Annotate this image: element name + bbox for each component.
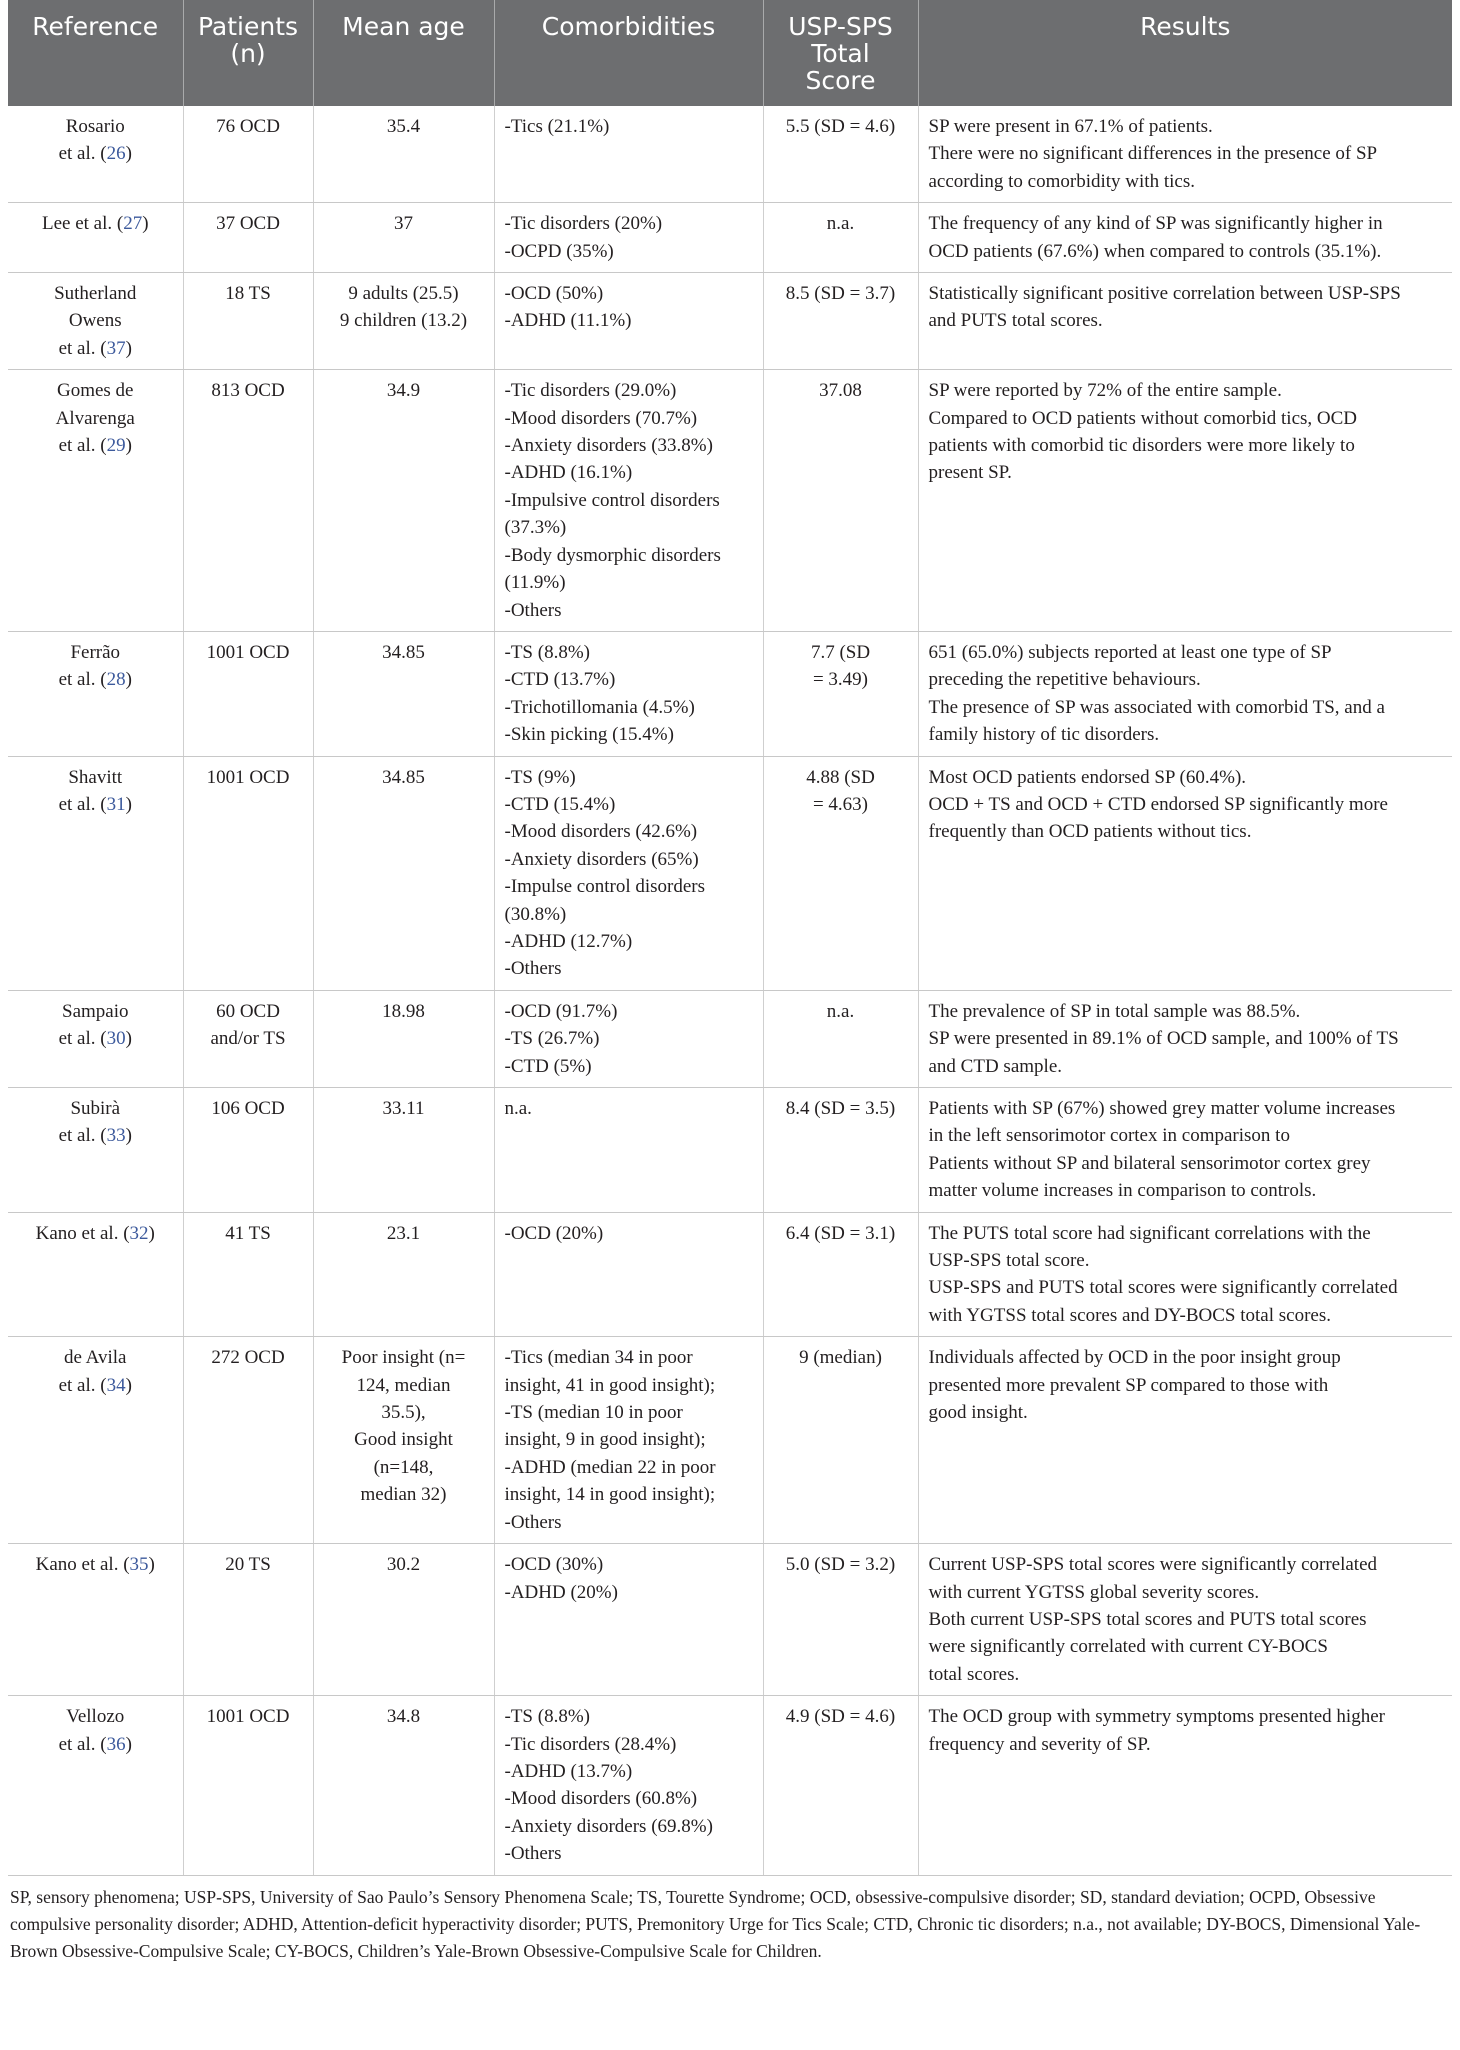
cell-line: -Others — [504, 958, 562, 980]
cell-line: -Others — [504, 1511, 562, 1533]
cell-score — [763, 273, 918, 370]
cell-line: insight, 14 in good insight); — [504, 1484, 716, 1506]
cell-results — [918, 631, 1452, 756]
cell-line: Patients with SP (67%) showed grey matter volume increases — [928, 1098, 1396, 1119]
header-comorbidities — [494, 0, 763, 106]
cell-line: 106 OCD — [211, 1098, 285, 1119]
cell-line: insight, 41 in good insight); — [504, 1374, 716, 1396]
reference-text: Kano et al. — [35, 1554, 124, 1576]
header-text: (n) — [230, 39, 266, 68]
cell-comorbidities — [494, 370, 763, 632]
cell-line: -CTD (5%) — [504, 1055, 592, 1077]
cell-score — [763, 106, 918, 203]
reference-text: et al. — [58, 143, 101, 165]
cell-line: 35.5), — [381, 1402, 426, 1424]
table-row — [8, 1337, 1452, 1544]
cell-line: 5.0 (SD = 3.2) — [785, 1554, 896, 1576]
cell-line: -Others — [504, 1843, 562, 1865]
reference-text: Subirà — [70, 1098, 121, 1119]
cell-line: et al. (28) — [58, 669, 132, 691]
cell-line: There were no significant differences in the presence of SP — [928, 143, 1378, 165]
cell-line: n.a. — [826, 1000, 855, 1022]
cell-line: were significantly correlated with current CY-BOCS — [928, 1636, 1328, 1658]
cell-line: -ADHD (16.1%) — [504, 462, 633, 484]
cell-line: SP were reported by 72% of the entire sample. — [928, 380, 1282, 402]
cell-line: -Tic disorders (29.0%) — [504, 380, 677, 402]
cell-line — [18, 377, 173, 404]
cell-patients — [183, 273, 313, 370]
cell-line: -TS (9%) — [504, 766, 576, 788]
cell-mean-age — [313, 1696, 494, 1875]
cell-score — [763, 1696, 918, 1875]
cell-line: -Trichotillomania (4.5%) — [504, 696, 695, 718]
citation-link[interactable]: 26 — [106, 143, 126, 165]
cell-line: frequency and severity of SP. — [928, 1733, 1151, 1755]
cell-patients — [183, 106, 313, 203]
cell-comorbidities — [494, 273, 763, 370]
citation-link[interactable]: 37 — [106, 337, 126, 359]
reference-text: Kano et al. — [35, 1222, 124, 1244]
cell-mean-age — [313, 990, 494, 1087]
citation-link[interactable]: 30 — [106, 1028, 126, 1050]
cell-results — [918, 203, 1452, 273]
citation-link[interactable]: 36 — [106, 1733, 126, 1755]
cell-patients — [183, 1337, 313, 1544]
cell-line: and/or TS — [210, 1028, 286, 1050]
cell-line: Kano et al. (32) — [35, 1222, 155, 1244]
cell-score — [763, 370, 918, 632]
cell-line: 651 (65.0%) subjects reported at least one type of SP — [928, 641, 1332, 663]
table-row — [8, 990, 1452, 1087]
header-text: USP-SPS — [788, 12, 893, 41]
cell-comorbidities — [494, 106, 763, 203]
cell-line: OCD + TS and OCD + CTD endorsed SP significantly more — [928, 793, 1388, 815]
cell-mean-age — [313, 631, 494, 756]
citation-link[interactable]: 32 — [129, 1222, 149, 1244]
header-text: Reference — [32, 12, 159, 41]
cell-line: Most OCD patients endorsed SP (60.4%). — [928, 766, 1247, 788]
cell-reference — [8, 106, 183, 203]
reference-text: et al. — [58, 793, 101, 815]
reference-text: Ferrão — [70, 641, 121, 663]
table-row — [8, 203, 1452, 273]
cell-line: 5.5 (SD = 4.6) — [785, 116, 896, 137]
cell-line: 33.11 — [382, 1098, 425, 1119]
reference-text: et al. — [58, 1733, 101, 1755]
cell-line: The presence of SP was associated with comorbid TS, and a — [928, 696, 1385, 718]
table-row — [8, 756, 1452, 990]
cell-results — [918, 990, 1452, 1087]
cell-line: 1001 OCD — [206, 1706, 290, 1728]
cell-line — [18, 1703, 173, 1730]
cell-line: The PUTS total score had significant correlations with the — [928, 1222, 1371, 1244]
cell-line: 4.9 (SD = 4.6) — [785, 1706, 896, 1728]
cell-line: 60 OCD — [216, 1000, 280, 1022]
cell-mean-age — [313, 1088, 494, 1213]
cell-results — [918, 273, 1452, 370]
cell-line: 34.85 — [382, 766, 425, 788]
cell-line — [18, 1344, 173, 1371]
table-row — [8, 1088, 1452, 1213]
cell-comorbidities — [494, 756, 763, 990]
cell-line: -Others — [504, 599, 562, 621]
cell-line: 9 children (13.2) — [339, 310, 468, 332]
cell-line: -ADHD (median 22 in poor — [504, 1456, 716, 1478]
cell-patients — [183, 203, 313, 273]
reference-text: Sampaio — [62, 1000, 129, 1022]
cell-line: -OCD (20%) — [504, 1222, 604, 1244]
cell-line: et al. (33) — [58, 1125, 132, 1147]
cell-line: insight, 9 in good insight); — [504, 1429, 706, 1451]
reference-text: Sutherland — [54, 283, 137, 305]
cell-reference — [8, 1337, 183, 1544]
cell-line: presented more prevalent SP compared to those with — [928, 1374, 1329, 1396]
cell-line: Patients without SP and bilateral sensorimotor cortex grey — [928, 1152, 1371, 1174]
cell-results — [918, 1544, 1452, 1696]
cell-line: et al. (29) — [58, 435, 132, 457]
cell-comorbidities — [494, 1696, 763, 1875]
cell-results — [918, 106, 1452, 203]
cell-line — [18, 113, 173, 140]
cell-line: Individuals affected by OCD in the poor insight group — [928, 1347, 1341, 1369]
reference-text: Shavitt — [68, 766, 123, 788]
cell-line: Good insight — [354, 1429, 453, 1451]
header-text: Comorbidities — [541, 12, 716, 41]
cell-line: -Tics (median 34 in poor — [504, 1347, 693, 1369]
cell-patients — [183, 1088, 313, 1213]
cell-line: SP were presented in 89.1% of OCD sample, and 100% of TS — [928, 1028, 1399, 1050]
cell-comorbidities — [494, 203, 763, 273]
cell-line — [18, 307, 173, 334]
cell-line: 8.4 (SD = 3.5) — [785, 1098, 896, 1119]
cell-score — [763, 990, 918, 1087]
cell-mean-age — [313, 756, 494, 990]
studies-table — [8, 0, 1452, 1876]
citation-link[interactable]: 33 — [106, 1125, 126, 1147]
cell-line: with current YGTSS global severity scores. — [928, 1581, 1260, 1603]
cell-reference — [8, 1696, 183, 1875]
cell-line: in the left sensorimotor cortex in comparison to — [928, 1125, 1290, 1147]
cell-line: -ADHD (13.7%) — [504, 1760, 633, 1782]
cell-line: -CTD (13.7%) — [504, 669, 616, 691]
cell-line: -Mood disorders (60.8%) — [504, 1788, 698, 1810]
cell-reference — [8, 1544, 183, 1696]
cell-line: n.a. — [504, 1098, 532, 1119]
cell-line: 7.7 (SD — [810, 641, 871, 663]
cell-line: USP-SPS and PUTS total scores were significantly correlated — [928, 1277, 1398, 1299]
cell-line: USP-SPS total score. — [928, 1250, 1090, 1272]
cell-line: -ADHD (12.7%) — [504, 930, 633, 952]
cell-line: and PUTS total scores. — [928, 310, 1103, 332]
cell-mean-age — [313, 106, 494, 203]
cell-line: -ADHD (20%) — [504, 1581, 618, 1603]
cell-line: -TS (median 10 in poor — [504, 1402, 683, 1424]
cell-mean-age — [313, 370, 494, 632]
cell-line: -Tic disorders (28.4%) — [504, 1733, 677, 1755]
cell-line: 37 — [394, 213, 413, 235]
cell-line: -Tics (21.1%) — [504, 116, 610, 137]
cell-line: Both current USP-SPS total scores and PUTS total scores — [928, 1608, 1367, 1630]
cell-line: The OCD group with symmetry symptoms presented higher — [928, 1706, 1385, 1728]
cell-line: 9 (median) — [799, 1347, 882, 1369]
cell-line: (11.9%) — [504, 572, 566, 594]
cell-line: -OCD (50%) — [504, 283, 604, 305]
citation-link[interactable]: 35 — [129, 1554, 149, 1576]
reference-text: et al. — [58, 1028, 101, 1050]
cell-line — [18, 1095, 173, 1122]
cell-score — [763, 1544, 918, 1696]
cell-line: -OCPD (35%) — [504, 240, 614, 262]
cell-comorbidities — [494, 1544, 763, 1696]
cell-reference — [8, 273, 183, 370]
cell-line: 1001 OCD — [206, 766, 290, 788]
citation-link[interactable]: 27 — [123, 213, 143, 235]
table-row — [8, 273, 1452, 370]
cell-line: (37.3%) — [504, 517, 567, 539]
cell-mean-age — [313, 1212, 494, 1337]
cell-mean-age — [313, 203, 494, 273]
cell-line: The frequency of any kind of SP was significantly higher in — [928, 213, 1383, 235]
cell-line: according to comorbidity with tics. — [928, 170, 1195, 192]
citation-link[interactable]: 34 — [106, 1374, 126, 1396]
cell-line: -TS (8.8%) — [504, 1706, 590, 1728]
cell-line: family history of tic disorders. — [928, 724, 1160, 746]
reference-text: Owens — [68, 310, 122, 332]
cell-line: -CTD (15.4%) — [504, 793, 616, 815]
cell-line: 813 OCD — [211, 380, 285, 402]
cell-line — [18, 998, 173, 1025]
cell-line: median 32) — [360, 1484, 447, 1506]
reference-text: Vellozo — [66, 1706, 125, 1728]
cell-line: good insight. — [928, 1402, 1028, 1424]
cell-reference — [8, 203, 183, 273]
cell-line — [18, 405, 173, 432]
cell-results — [918, 1088, 1452, 1213]
table-row — [8, 370, 1452, 632]
cell-patients — [183, 1544, 313, 1696]
cell-mean-age — [313, 1337, 494, 1544]
cell-patients — [183, 370, 313, 632]
cell-mean-age — [313, 1544, 494, 1696]
cell-line: 23.1 — [386, 1222, 421, 1244]
table-row — [8, 106, 1452, 203]
cell-line — [18, 280, 173, 307]
cell-line: Poor insight (n= — [341, 1347, 466, 1369]
reference-text: Alvarenga — [55, 407, 135, 429]
table-row — [8, 1544, 1452, 1696]
cell-line: Lee et al. (27) — [41, 213, 149, 235]
cell-reference — [8, 631, 183, 756]
cell-results — [918, 1696, 1452, 1875]
cell-patients — [183, 1696, 313, 1875]
table-body — [8, 106, 1452, 1875]
cell-line: 1001 OCD — [206, 641, 290, 663]
header-text: Mean age — [342, 12, 465, 41]
cell-line: The prevalence of SP in total sample was 88.5%. — [928, 1000, 1301, 1022]
cell-results — [918, 1337, 1452, 1544]
cell-line: -Impulse control disorders — [504, 876, 706, 898]
reference-text: et al. — [58, 1374, 101, 1396]
cell-score — [763, 631, 918, 756]
cell-line: -Mood disorders (42.6%) — [504, 821, 698, 843]
cell-patients — [183, 1212, 313, 1337]
citation-link[interactable]: 31 — [106, 793, 126, 815]
cell-line: patients with comorbid tic disorders were more likely to — [928, 435, 1355, 457]
cell-line: (n=148, — [373, 1456, 434, 1478]
cell-line: OCD patients (67.6%) when compared to controls (35.1%). — [928, 240, 1382, 262]
cell-reference — [8, 370, 183, 632]
cell-line: -Anxiety disorders (33.8%) — [504, 435, 713, 457]
cell-line: et al. (37) — [58, 337, 132, 359]
cell-line: -Impulsive control disorders — [504, 489, 720, 511]
cell-line: = 3.49) — [812, 669, 869, 691]
cell-line: -OCD (30%) — [504, 1554, 604, 1576]
cell-line: Kano et al. (35) — [35, 1554, 155, 1576]
reference-text: Rosario — [65, 116, 125, 137]
cell-score — [763, 1088, 918, 1213]
cell-score — [763, 1337, 918, 1544]
cell-comorbidities — [494, 990, 763, 1087]
header-text: Total — [811, 39, 870, 68]
cell-line: et al. (31) — [58, 793, 132, 815]
cell-score — [763, 203, 918, 273]
header-results — [918, 0, 1452, 106]
cell-line: matter volume increases in comparison to controls. — [928, 1180, 1317, 1202]
cell-results — [918, 1212, 1452, 1337]
cell-comorbidities — [494, 1088, 763, 1213]
cell-line: 34.85 — [382, 641, 425, 663]
header-patients — [183, 0, 313, 106]
cell-line: et al. (26) — [58, 143, 132, 165]
cell-line: 272 OCD — [211, 1347, 285, 1369]
reference-text: et al. — [58, 669, 101, 691]
cell-line: 18 TS — [225, 283, 271, 305]
cell-line: 35.4 — [386, 116, 421, 137]
cell-line: SP were present in 67.1% of patients. — [928, 116, 1213, 137]
cell-line: 37.08 — [819, 380, 862, 402]
cell-line: 6.4 (SD = 3.1) — [785, 1222, 896, 1244]
cell-score — [763, 756, 918, 990]
reference-text: de Avila — [64, 1347, 127, 1369]
header-row — [8, 0, 1452, 106]
citation-link[interactable]: 28 — [106, 669, 126, 691]
cell-comorbidities — [494, 1337, 763, 1544]
table-row — [8, 631, 1452, 756]
header-mean-age — [313, 0, 494, 106]
cell-line: -Skin picking (15.4%) — [504, 724, 674, 746]
cell-line: 124, median — [356, 1374, 451, 1396]
table-row — [8, 1696, 1452, 1875]
cell-line: et al. (36) — [58, 1733, 132, 1755]
cell-line: 8.5 (SD = 3.7) — [785, 283, 896, 305]
cell-line: 37 OCD — [216, 213, 280, 235]
header-text: Results — [1140, 12, 1231, 41]
header-text: Score — [805, 66, 876, 95]
table-footnote: SP, sensory phenomena; USP-SPS, University of Sao Paulo’s Sensory Phenomena Scale; TS, Tourette Syndrome; OCD, obsessive-compulsive disorder; SD, standard deviation; OCPD, Obsessive compulsive personality disorder; ADHD, Attention-deficit hyperactivity disorder; PUTS, Premonitory Urge for Tics Scale; CTD, Chronic tic disorders; n.a., not available; DY-BOCS, Dimensional Yale-Brown Obsessive-Compulsive Scale; CY-BOCS, Children’s Yale-Brown Obsessive-Compulsive Scale for Children. — [10, 1886, 1421, 1961]
cell-line: and CTD sample. — [928, 1055, 1063, 1077]
header-text: Patients — [197, 12, 299, 41]
cell-line: Compared to OCD patients without comorbid tics, OCD — [928, 407, 1358, 429]
cell-line: frequently than OCD patients without tics. — [928, 821, 1252, 843]
cell-line: Current USP-SPS total scores were significantly correlated — [928, 1554, 1378, 1576]
reference-text: Gomes de — [56, 380, 134, 402]
cell-line: preceding the repetitive behaviours. — [928, 669, 1201, 691]
cell-line: 41 TS — [225, 1222, 271, 1244]
cell-line: et al. (34) — [58, 1374, 132, 1396]
reference-text: et al. — [58, 1125, 101, 1147]
cell-line: Statistically significant positive correlation between USP-SPS — [928, 283, 1401, 305]
table-header — [8, 0, 1452, 106]
cell-results — [918, 370, 1452, 632]
cell-line: 18.98 — [382, 1000, 425, 1022]
cell-line: -ADHD (11.1%) — [504, 310, 632, 332]
header-usp-sps-total-score — [763, 0, 918, 106]
cell-patients — [183, 756, 313, 990]
cell-line: (30.8%) — [504, 903, 567, 925]
cell-line: with YGTSS total scores and DY-BOCS total scores. — [928, 1304, 1331, 1326]
cell-mean-age — [313, 273, 494, 370]
cell-line: 34.8 — [386, 1706, 421, 1728]
cell-line: -TS (26.7%) — [504, 1028, 600, 1050]
reference-text: et al. — [58, 337, 101, 359]
cell-line: present SP. — [928, 462, 1012, 484]
cell-results — [918, 756, 1452, 990]
cell-line — [18, 764, 173, 791]
cell-line: 76 OCD — [216, 116, 280, 137]
cell-line: 9 adults (25.5) — [348, 283, 459, 305]
cell-line: -Anxiety disorders (69.8%) — [504, 1815, 713, 1837]
cell-reference — [8, 756, 183, 990]
reference-text: Lee et al. — [41, 213, 117, 235]
cell-score — [763, 1212, 918, 1337]
cell-line: 4.88 (SD — [806, 766, 875, 788]
cell-line: total scores. — [928, 1663, 1020, 1685]
cell-reference — [8, 1088, 183, 1213]
cell-line: = 4.63) — [812, 793, 869, 815]
cell-line: -Mood disorders (70.7%) — [504, 407, 698, 429]
cell-line: 30.2 — [386, 1554, 421, 1576]
cell-patients — [183, 990, 313, 1087]
cell-line: et al. (30) — [58, 1028, 132, 1050]
cell-line: n.a. — [826, 213, 855, 235]
citation-link[interactable]: 29 — [106, 435, 126, 457]
cell-line: -Body dysmorphic disorders — [504, 544, 721, 566]
cell-line: 34.9 — [386, 380, 421, 402]
cell-comorbidities — [494, 631, 763, 756]
cell-line: 20 TS — [225, 1554, 271, 1576]
cell-comorbidities — [494, 1212, 763, 1337]
reference-text: et al. — [58, 435, 101, 457]
table-row — [8, 1212, 1452, 1337]
cell-line: -OCD (91.7%) — [504, 1000, 618, 1022]
cell-patients — [183, 631, 313, 756]
cell-line — [18, 639, 173, 666]
cell-reference — [8, 990, 183, 1087]
cell-reference — [8, 1212, 183, 1337]
header-reference — [8, 0, 183, 106]
cell-line: -Anxiety disorders (65%) — [504, 848, 699, 870]
cell-line: -TS (8.8%) — [504, 641, 590, 663]
cell-line: -Tic disorders (20%) — [504, 213, 663, 235]
document — [8, 0, 1452, 1965]
